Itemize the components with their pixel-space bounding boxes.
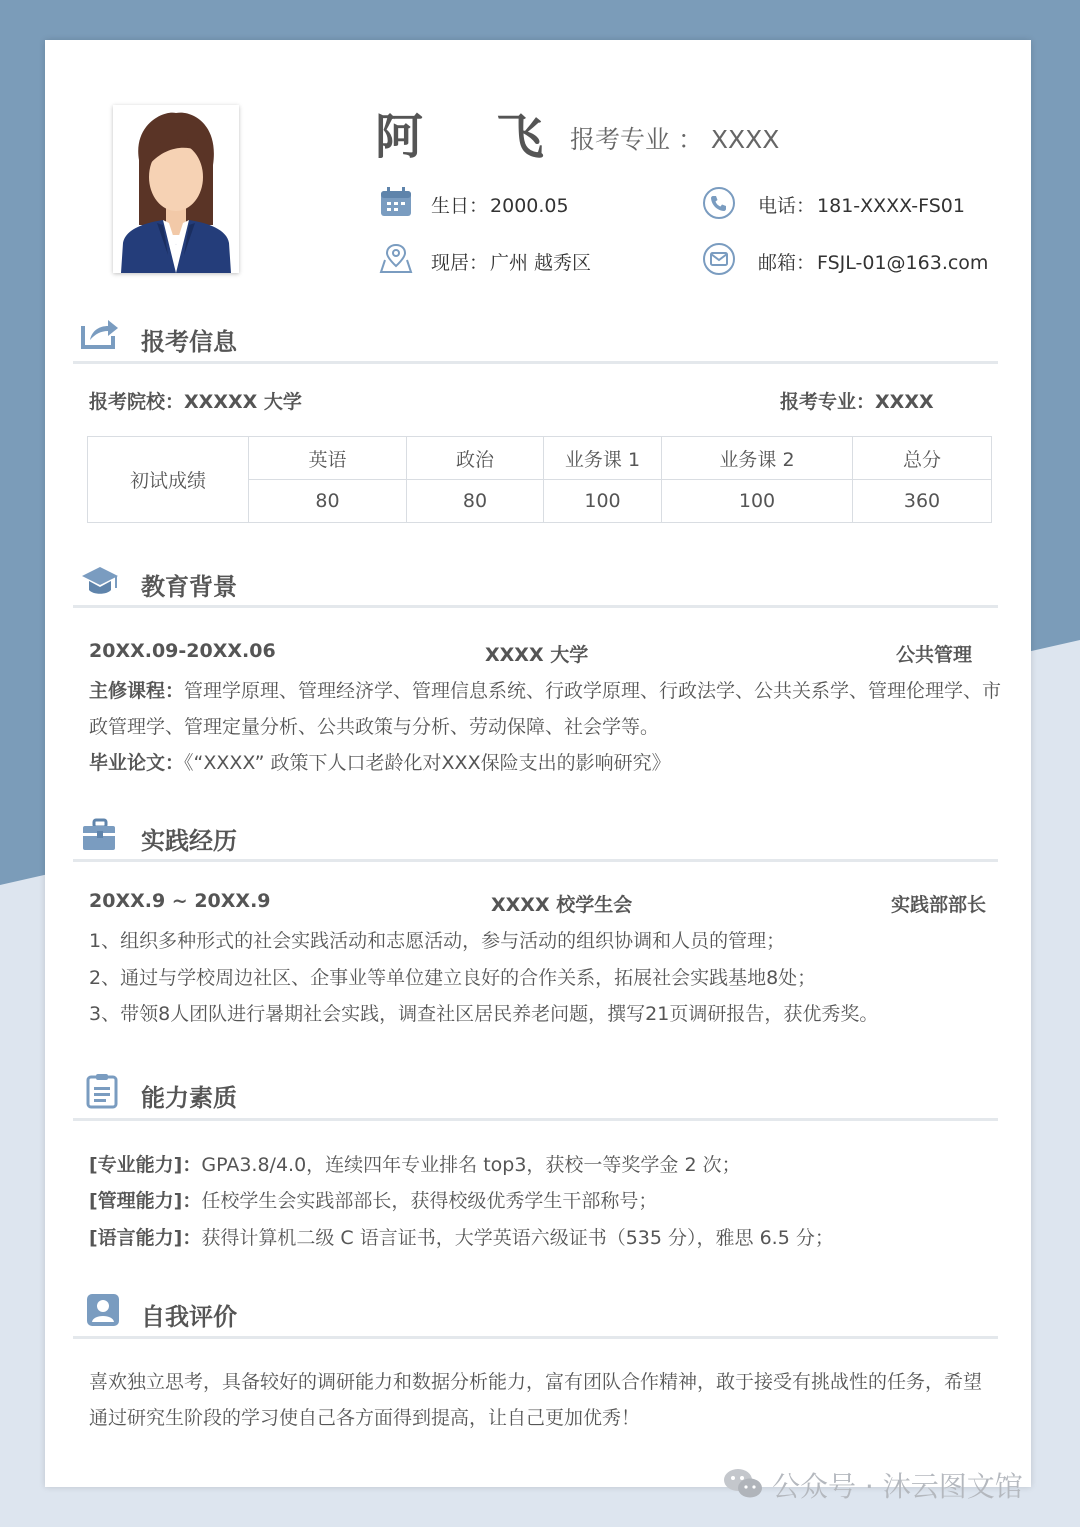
graduation-cap-icon xyxy=(80,564,120,598)
mail-icon xyxy=(702,242,736,276)
subject-cell: 政治 xyxy=(407,437,544,480)
courses-text: 管理学原理、管理经济学、管理信息系统、行政学原理、行政法学、公共关系学、管理伦理学、市 xyxy=(184,680,1002,702)
score-cell: 100 xyxy=(544,480,662,523)
ability-item xyxy=(89,1150,741,1177)
avatar xyxy=(113,105,239,273)
user-badge-icon xyxy=(85,1292,121,1328)
subject-cell: 业务课 1 xyxy=(544,437,662,480)
avatar-illustration xyxy=(113,105,239,273)
practice-role: 实践部部长 xyxy=(891,894,987,916)
exam-school-value: XXXXX 大学 xyxy=(184,391,302,413)
practice-org: XXXX 校学生会 xyxy=(491,894,633,916)
section-title-education: 教育背景 xyxy=(141,573,237,601)
education-period: 20XX.09-20XX.06 xyxy=(89,640,276,662)
section-title-abilities: 能力素质 xyxy=(141,1084,237,1112)
exam-school xyxy=(89,387,302,414)
education-courses-line2: 政管理学、管理定量分析、公共政策与分析、劳动保障、社会学等。 xyxy=(89,716,660,738)
location-icon xyxy=(379,242,413,274)
ability-item xyxy=(89,1186,657,1213)
email-field xyxy=(758,248,988,275)
clipboard-icon xyxy=(85,1073,119,1109)
thesis-text: 《“XXXX” 政策下人口老龄化对XXX保险支出的影响研究》 xyxy=(184,752,671,774)
subject-cell: 总分 xyxy=(853,437,992,480)
section-divider xyxy=(73,1118,998,1121)
practice-item: 1、组织多种形式的社会实践活动和志愿活动，参与活动的组织协调和人员的管理； xyxy=(89,930,786,952)
courses-label: 主修课程： xyxy=(89,680,185,702)
section-divider xyxy=(73,1336,998,1339)
birthday-value: 2000.05 xyxy=(490,195,569,217)
exam-major xyxy=(780,387,934,414)
ability-label: [管理能力]： xyxy=(89,1190,202,1212)
score-header-row xyxy=(88,437,992,480)
phone-icon xyxy=(702,186,736,220)
birthday-field xyxy=(431,191,569,218)
section-divider xyxy=(73,361,998,364)
phone-field xyxy=(758,191,965,218)
ability-item xyxy=(89,1223,834,1250)
residence-value: 广州 越秀区 xyxy=(490,252,592,274)
residence-field xyxy=(431,248,591,275)
self-eval-line2: 通过研究生阶段的学习使自己各方面得到提高，让自己更加优秀！ xyxy=(89,1407,641,1429)
subject-cell: 业务课 2 xyxy=(662,437,853,480)
residence-label: 现居： xyxy=(431,252,489,274)
ability-text: 获得计算机二级 C 语言证书，大学英语六级证书（535 分），雅思 6.5 分； xyxy=(201,1227,834,1249)
section-title-practice: 实践经历 xyxy=(141,827,237,855)
practice-item: 2、通过与学校周边社区、企事业等单位建立良好的合作关系，拓展社会实践基地8处； xyxy=(89,967,817,989)
briefcase-icon xyxy=(80,818,120,852)
self-eval-line1: 喜欢独立思考，具备较好的调研能力和数据分析能力，富有团队合作精神，敢于接受有挑战性的任务，希望 xyxy=(89,1371,983,1393)
thesis-label: 毕业论文： xyxy=(89,752,185,774)
score-cell: 360 xyxy=(853,480,992,523)
subject-cell: 英语 xyxy=(249,437,407,480)
education-major: 公共管理 xyxy=(896,644,973,666)
score-cell: 80 xyxy=(407,480,544,523)
practice-item: 3、带领8人团队进行暑期社会实践，调查社区居民养老问题，撰写21页调研报告，获优秀奖。 xyxy=(89,1003,879,1025)
section-divider xyxy=(73,605,998,608)
ability-label: [专业能力]： xyxy=(89,1154,202,1176)
practice-period: 20XX.9 ~ 20XX.9 xyxy=(89,890,271,912)
ability-label: [语言能力]： xyxy=(89,1227,202,1249)
ability-text: GPA3.8/4.0，连续四年专业排名 top3，获校一等奖学金 2 次； xyxy=(201,1154,741,1176)
email-label: 邮箱： xyxy=(758,252,816,274)
score-cell: 100 xyxy=(662,480,853,523)
education-school: XXXX 大学 xyxy=(485,644,589,666)
score-table xyxy=(87,436,992,523)
candidate-name: 阿 飞 xyxy=(375,109,572,165)
calendar-icon xyxy=(380,187,412,217)
exam-major-value: XXXX xyxy=(875,391,934,413)
score-row-label: 初试成绩 xyxy=(88,437,249,523)
watermark-text: 公众号 · 沐云图文馆 xyxy=(772,1470,1023,1503)
resume-page xyxy=(45,40,1031,1487)
target-major: 报考专业 ： XXXX xyxy=(570,125,780,154)
education-thesis xyxy=(89,748,671,775)
email-value: FSJL-01@163.com xyxy=(817,252,989,274)
section-title-self-eval: 自我评价 xyxy=(141,1303,237,1331)
birthday-label: 生日： xyxy=(431,195,489,217)
education-courses-line1 xyxy=(89,676,1001,703)
share-icon xyxy=(80,316,120,350)
section-divider xyxy=(73,859,998,862)
wechat-icon xyxy=(722,1466,764,1502)
phone-label: 电话： xyxy=(758,195,816,217)
exam-major-label: 报考专业： xyxy=(780,391,876,413)
score-cell: 80 xyxy=(249,480,407,523)
section-title-exam: 报考信息 xyxy=(141,328,237,356)
phone-value: 181-XXXX-FS01 xyxy=(817,195,965,217)
exam-school-label: 报考院校： xyxy=(89,391,185,413)
ability-text: 任校学生会实践部部长，获得校级优秀学生干部称号； xyxy=(201,1190,658,1212)
